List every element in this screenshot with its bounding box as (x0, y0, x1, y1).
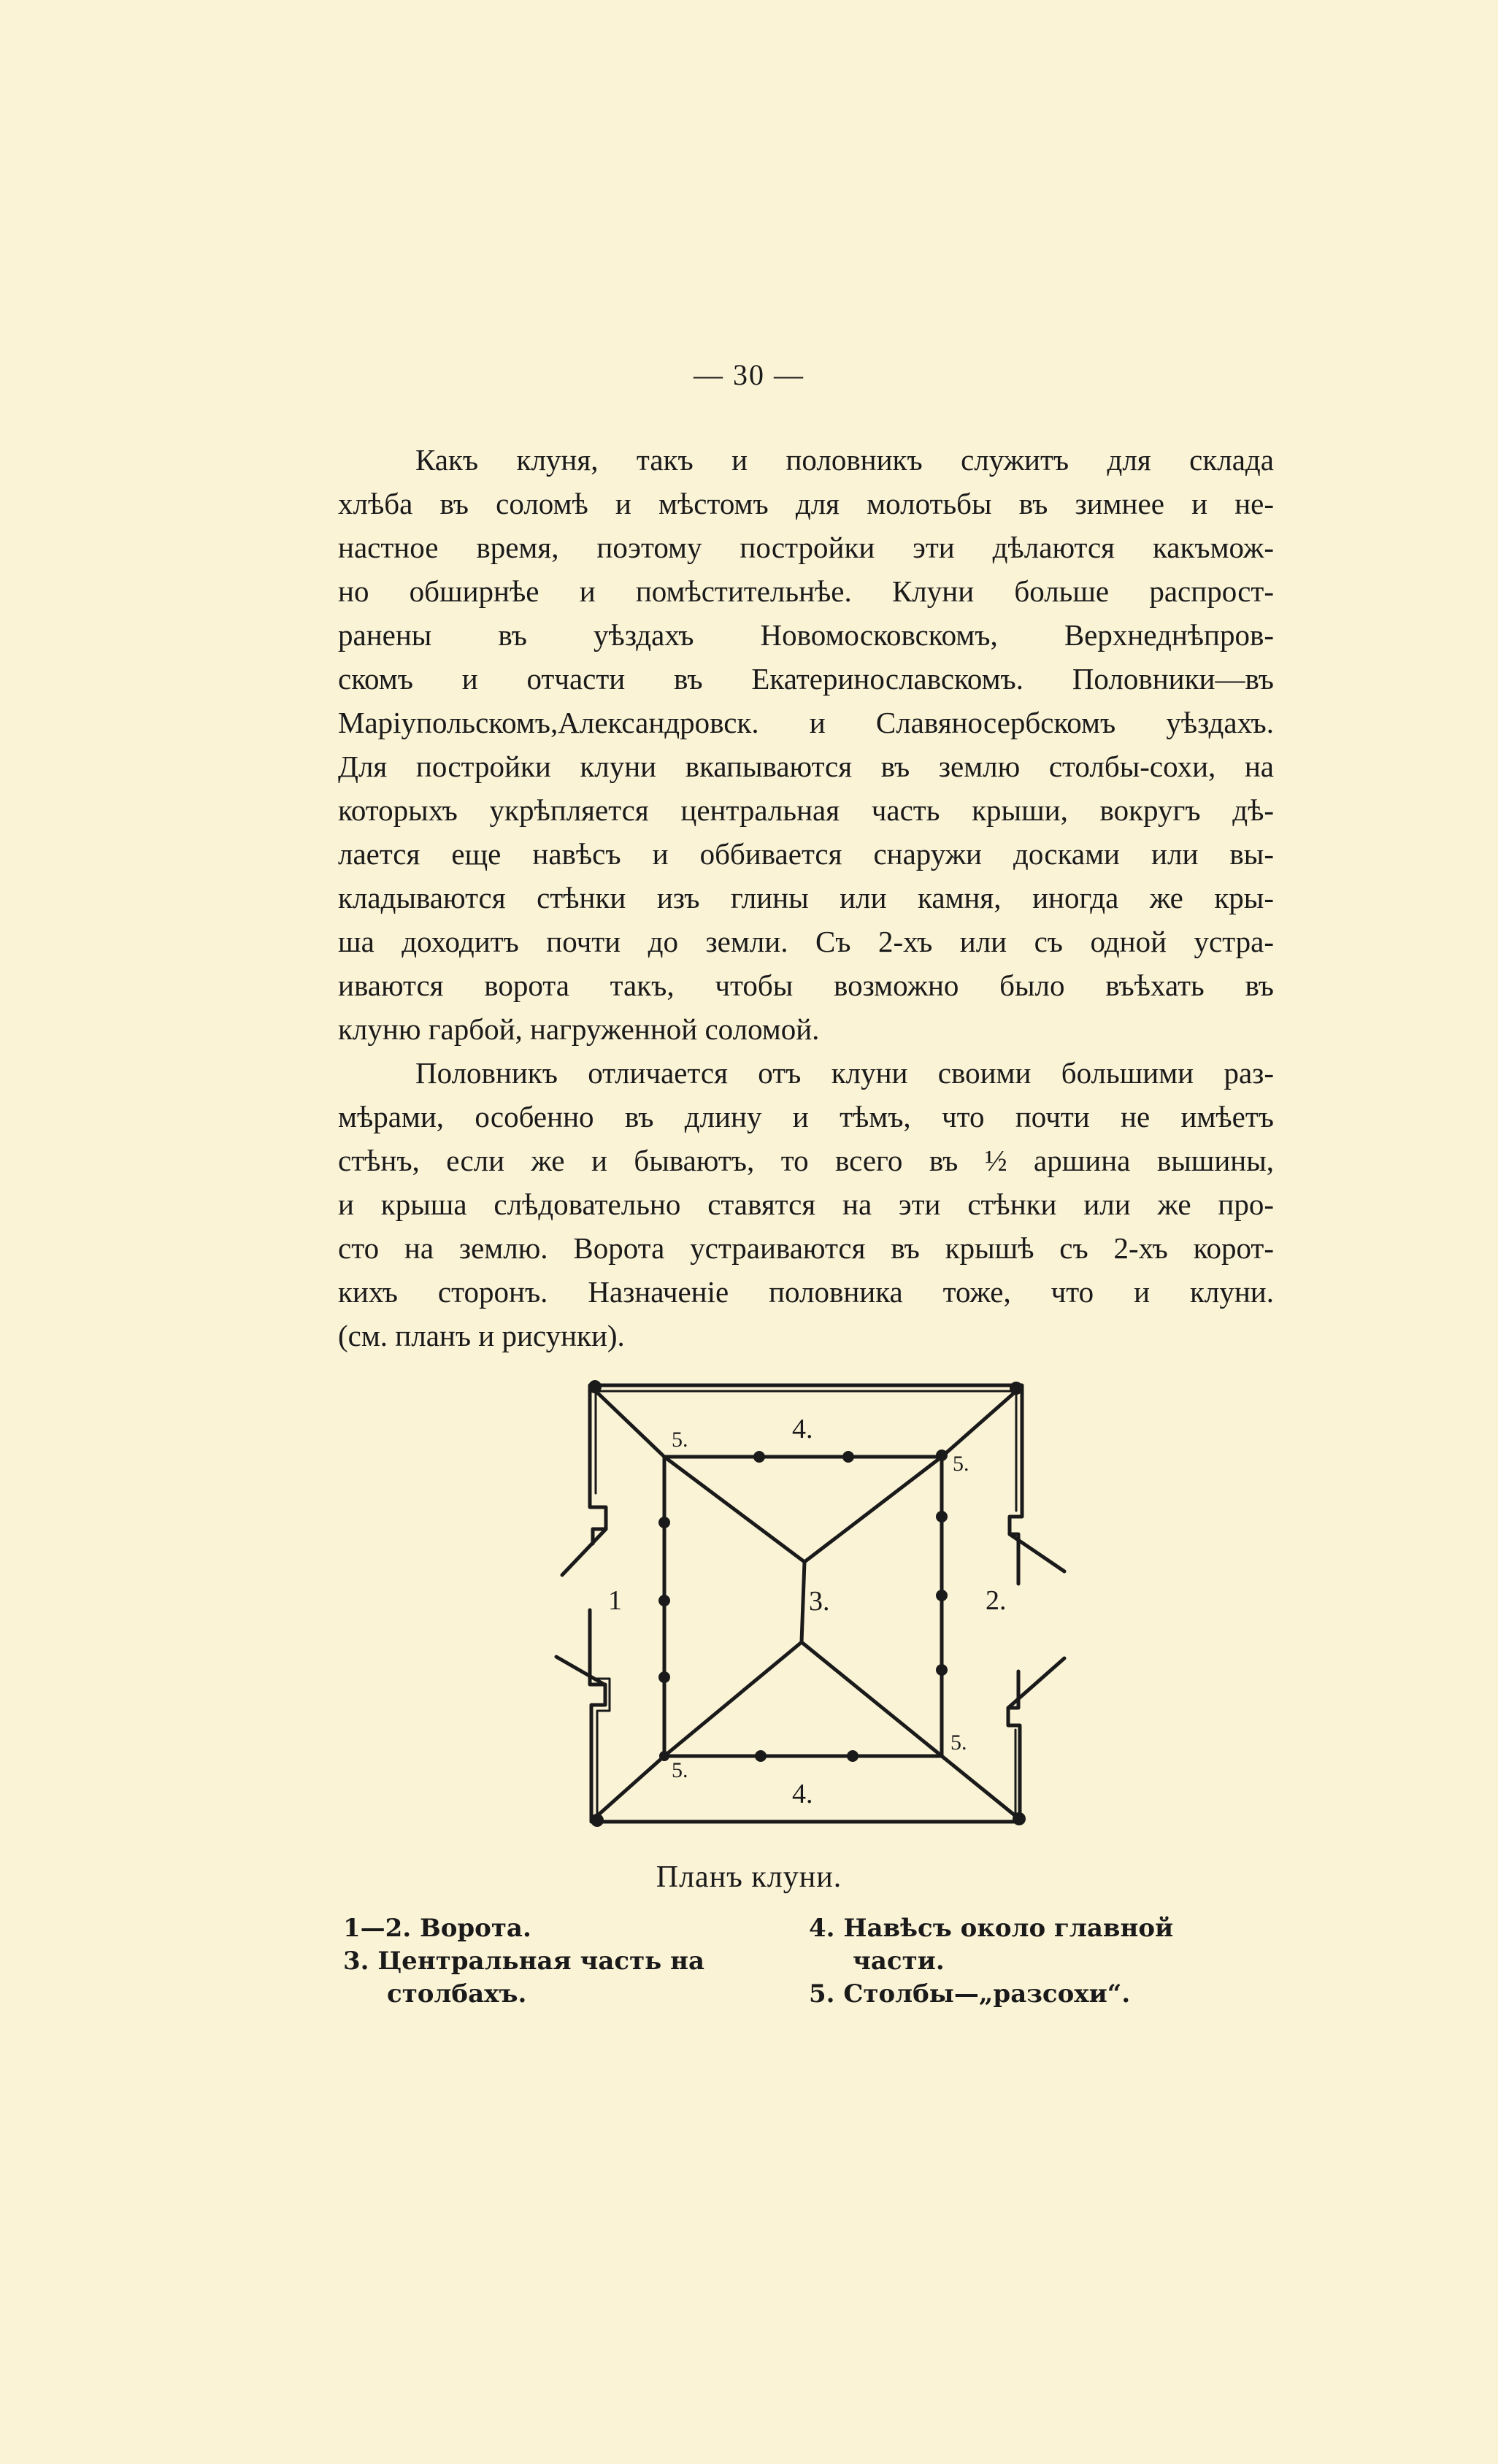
plan-label-post-bottom-left: 5. (672, 1758, 688, 1782)
legend-text: части. (853, 1947, 945, 1976)
post-dot (842, 1451, 854, 1463)
post-dot (658, 1517, 670, 1528)
post-dot (936, 1511, 948, 1522)
text-line: сто на землю. Ворота устраиваются въ крышѣ съ 2-хъ корот- (338, 1231, 1274, 1265)
plan-caption: Планъ клуни. (656, 1860, 842, 1894)
legend-text: 3. Центральная часть на (343, 1947, 705, 1976)
barn-plan-figure (540, 1365, 1080, 1854)
legend-left (343, 1912, 737, 2011)
text-line: иваются ворота такъ, чтобы возможно было въѣхать въ (338, 969, 1274, 1002)
text-line: скомъ и отчасти въ Екатеринославскомъ. Половники—въ (338, 662, 1274, 696)
legend-item-central-part (343, 1945, 737, 2011)
legend-text: 5. Столбы—„разсохи“. (809, 1979, 1131, 2009)
post-dot (1013, 1812, 1026, 1825)
text-line: лается еще навѣсъ и оббивается снаружи досками или вы- (338, 837, 1274, 871)
legend-item-gates (343, 1912, 737, 1945)
text-line: (см. планъ и рисунки). (338, 1319, 625, 1352)
plan-label-gate-left: 1 (608, 1585, 622, 1616)
plan-label-shed-top: 4. (792, 1414, 813, 1444)
text-line: ранены въ уѣздахъ Новомосковскомъ, Верхнеднѣпров- (338, 618, 1274, 652)
post-dot (755, 1750, 767, 1762)
text-line: хлѣба въ соломѣ и мѣстомъ для молотьбы въ зимнее и не- (338, 487, 1274, 520)
post-dot (658, 1671, 670, 1683)
post-dot (847, 1750, 859, 1762)
text-line: которыхъ укрѣпляется центральная часть крыши, вокругъ дѣ- (338, 793, 1274, 827)
text-line: Какъ клуня, такъ и половникъ служитъ для склада (415, 443, 1274, 477)
page-number: — 30 — (694, 358, 804, 391)
text-line: Для постройки клуни вкапываются въ землю столбы-сохи, на (338, 750, 1274, 783)
post-dot (1010, 1382, 1023, 1395)
text-line: и крыша слѣдовательно ставятся на эти стѣнки или же про- (338, 1187, 1274, 1221)
text-line: но обширнѣе и помѣстительнѣе. Клуни больше распрост- (338, 574, 1274, 608)
text-line: Маріупольскомъ,Александровск. и Славяносербскомъ уѣздахъ. (338, 706, 1274, 739)
post-dot (588, 1380, 602, 1393)
text-line: кладываются стѣнки изъ глины или камня, иногда же кры- (338, 881, 1274, 915)
text-line: стѣнъ, если же и бываютъ, то всего въ ½ аршина вышины, (338, 1144, 1274, 1177)
plan-label-post-top-left: 5. (672, 1428, 688, 1452)
legend-text: 4. Навѣсъ около главной (809, 1914, 1174, 1943)
legend-item-posts (809, 1978, 1218, 2011)
text-line: мѣрами, особенно въ длину и тѣмъ, что почти не имѣетъ (338, 1100, 1274, 1133)
legend-text: столбахъ. (387, 1979, 527, 2009)
legend-text: 1—2. Ворота. (343, 1914, 531, 1943)
post-dot (659, 1751, 669, 1761)
gate-leaf-left-upper (562, 1529, 606, 1575)
text-line: клуню гарбой, нагруженной соломой. (338, 1012, 820, 1046)
post-dot (591, 1814, 604, 1827)
plan-label-post-top-right: 5. (953, 1452, 969, 1476)
text-line: кихъ сторонъ. Назначеніе половника тоже, что и клуни. (338, 1275, 1274, 1309)
post-dot (658, 1595, 670, 1606)
body-text (338, 438, 1274, 1358)
plan-label-center: 3. (809, 1586, 830, 1617)
post-dot (936, 1664, 948, 1676)
plan-label-shed-bottom: 4. (792, 1779, 813, 1809)
legend-right (809, 1912, 1218, 2011)
gate-leaf-left-lower (556, 1657, 604, 1685)
post-dot (936, 1590, 948, 1601)
text-line: ша доходитъ почти до земли. Съ 2-хъ или съ одной устра- (338, 925, 1274, 958)
legend-item-shed (809, 1912, 1218, 1978)
text-line: Половникъ отличается отъ клуни своими большими раз- (415, 1056, 1274, 1090)
plan-label-gate-right: 2. (986, 1585, 1007, 1616)
hip-lines (664, 1457, 942, 1756)
post-dot (753, 1451, 765, 1463)
post-dot (936, 1449, 948, 1461)
plan-label-post-bottom-right: 5. (950, 1730, 967, 1755)
text-line: настное время, поэтому постройки эти дѣлаются какъмож- (338, 531, 1274, 564)
